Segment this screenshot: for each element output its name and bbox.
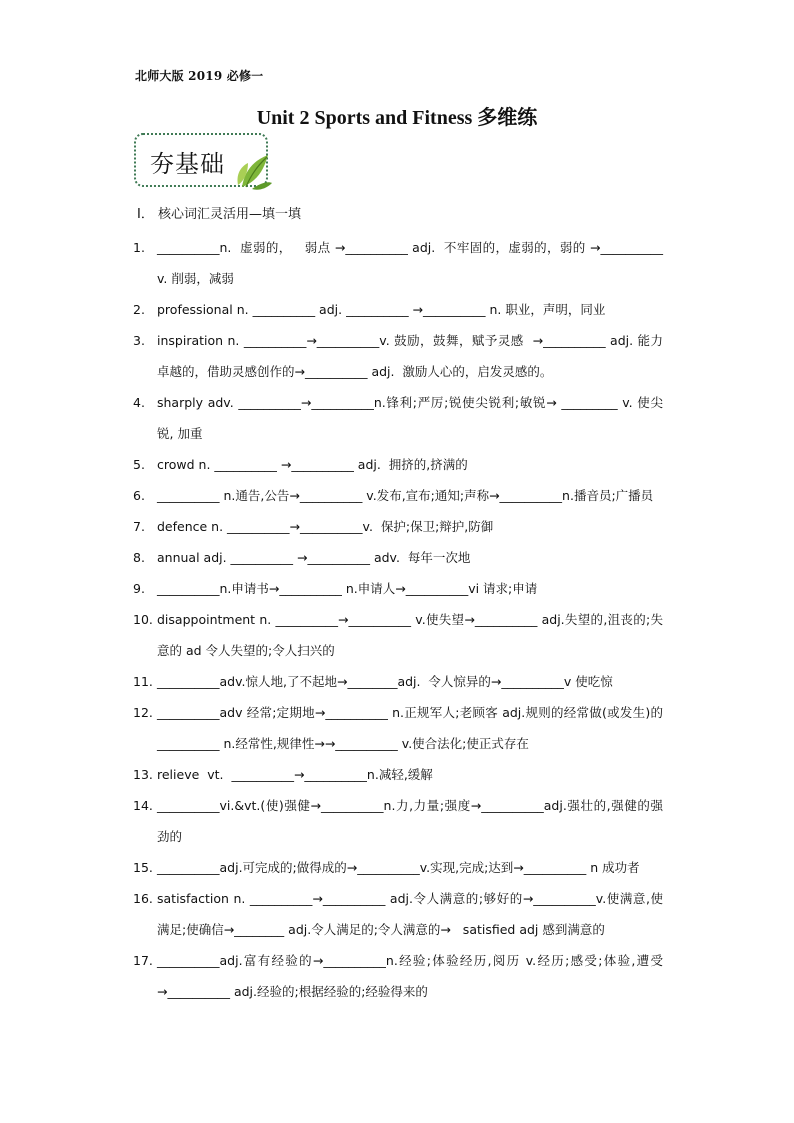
item-number: 15. (133, 860, 153, 875)
item-text: crowd n. __________ →__________ adj. 拥挤的,挤满的 (157, 457, 468, 472)
item-number: 12. (133, 705, 153, 720)
edition-header: 北师大版 2019 必修一 (135, 69, 264, 83)
item-number: 5. (133, 457, 145, 472)
item-text: defence n. __________→__________v. 保护;保卫;辩护,防御 (157, 519, 494, 534)
list-item (133, 604, 663, 666)
item-number: 17. (133, 953, 153, 968)
item-number: 7. (133, 519, 145, 534)
item-number: 9. (133, 581, 145, 596)
item-text: professional n. __________ adj. __________ →__________ n. 职业，声明，同业 (157, 302, 606, 317)
item-number: 14. (133, 798, 153, 813)
item-number: 8. (133, 550, 145, 565)
item-text: satisfaction n. __________→__________ adj.令人满意的;够好的→__________v.使满意,使满足;使确信→________ adj.令人满足的;令人满意的→ satisfied adj 感到满意的 (157, 891, 663, 937)
item-number: 11. (133, 674, 153, 689)
item-text: relieve vt. __________→__________n.减轻,缓解 (157, 767, 433, 782)
item-number: 1. (133, 240, 145, 255)
list-item (133, 573, 663, 604)
item-text: __________adv 经常;定期地→__________ n.正规军人;老顾客 adj.规则的经常做(或发生)的__________ n.经常性,规律性→→__________ v.使合法化;使正式存在 (157, 705, 663, 751)
list-item (133, 325, 663, 387)
item-text: annual adj. __________ →__________ adv. 每年一次地 (157, 550, 471, 565)
page-title: Unit 2 Sports and Fitness 多维练 (256, 107, 538, 129)
list-item (133, 542, 663, 573)
item-text: sharply adv. __________→__________n.锋利;严厉;锐使尖锐利;敏锐→ _________ v. 使尖锐, 加重 (157, 395, 663, 441)
item-number: 2. (133, 302, 145, 317)
list-item (133, 511, 663, 542)
section-label: 夯基础 (150, 150, 225, 178)
item-text: __________ n.通告,公告→__________ v.发布,宣布;通知;声称→__________n.播音员;广播员 (157, 488, 654, 503)
list-item (133, 387, 663, 449)
part-heading: I． 核心词汇灵活用—填一填 (137, 207, 301, 222)
list-item (133, 232, 667, 294)
list-item (133, 480, 663, 511)
item-text: __________adv.惊人地,了不起地→________adj. 令人惊异的→__________v 使吃惊 (157, 674, 613, 689)
leaf-icon (234, 151, 274, 191)
list-item (133, 945, 663, 1007)
section-badge (134, 133, 268, 187)
item-text: __________adj.可完成的;做得成的→__________v.实现,完成;达到→__________ n 成功者 (157, 860, 640, 875)
item-text: __________n.申请书→__________ n.申请人→__________vi 请求;申请 (157, 581, 538, 596)
item-number: 3. (133, 333, 145, 348)
list-item (133, 852, 663, 883)
list-item (133, 790, 663, 852)
item-number: 13. (133, 767, 153, 782)
list-item (133, 759, 663, 790)
list-item (133, 697, 663, 759)
list-item (133, 294, 663, 325)
exercise-list (133, 232, 667, 1007)
item-text: __________n. 虚弱的， 弱点 →__________ adj. 不牢固的，虚弱的，弱的 →__________ v. 削弱，减弱 (157, 240, 667, 286)
item-text: inspiration n. __________→__________v. 鼓励，鼓舞，赋予灵感 →__________ adj. 能力卓越的，借助灵感创作的→__________ adj. 激励人心的，启发灵感的。 (157, 333, 663, 379)
item-number: 6. (133, 488, 145, 503)
item-text: disappointment n. __________→__________ v.使失望→__________ adj.失望的,沮丧的;失意的 ad 令人失望的;令人扫兴的 (157, 612, 663, 658)
item-number: 16. (133, 891, 153, 906)
list-item (133, 883, 663, 945)
list-item (133, 666, 663, 697)
item-text: __________vi.&vt.(使)强健→__________n.力,力量;强度→__________adj.强壮的,强健的强劲的 (157, 798, 663, 844)
item-text: __________adj.富有经验的→__________n.经验;体验经历,阅历 v.经历;感受;体验,遭受→__________ adj.经验的;根据经验的;经验得来的 (157, 953, 663, 999)
item-number: 10. (133, 612, 153, 627)
item-number: 4. (133, 395, 145, 410)
list-item (133, 449, 663, 480)
